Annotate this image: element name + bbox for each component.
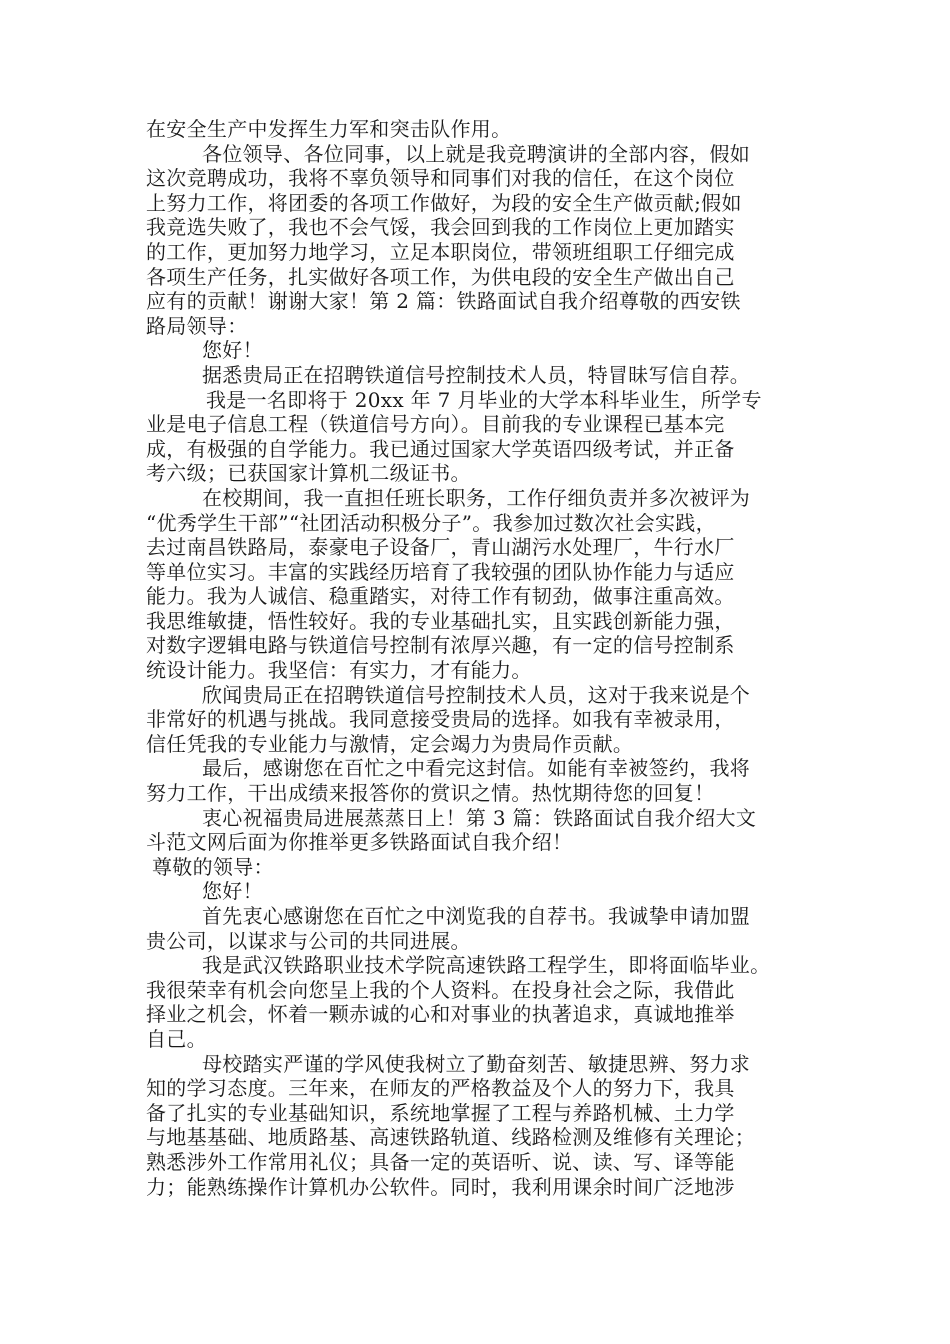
text-line: 首先衷心感谢您在百忙之中浏览我的自荐书。我诚挚申请加盟 <box>202 904 751 928</box>
text-line: 自己。 <box>146 1026 207 1051</box>
text-line: “优秀学生干部”“社团活动积极分子”。我参加过数次社会实践， <box>146 510 716 535</box>
text-line: 您好！ <box>202 879 263 904</box>
text-line: 各项生产任务，扎实做好各项工作，为供电段的安全生产做出自己 <box>146 264 735 289</box>
text-line: 熟悉涉外工作常用礼仪；具备一定的英语听、说、读、写、译等能 <box>146 1149 735 1174</box>
text-line: 信任凭我的专业能力与激情，定会竭力为贵局作贡献。 <box>146 731 634 756</box>
text-line: 我竞选失败了，我也不会气馁，我会回到我的工作岗位上更加踏实 <box>146 215 735 240</box>
text-line: 我很荣幸有机会向您呈上我的个人资料。在投身社会之际，我借此 <box>146 977 735 1002</box>
text-line: 上努力工作，将团委的各项工作做好，为段的安全生产做贡献;假如 <box>146 190 742 215</box>
document-body <box>146 117 812 1199</box>
text-line: 最后，感谢您在百忙之中看完这封信。如能有幸被签约，我将 <box>202 756 751 781</box>
text-line: 力；能熟练操作计算机办公软件。同时，我利用课余时间广泛地涉 <box>146 1174 735 1199</box>
text-line: 斗范文网后面为你推举更多铁路面试自我介绍！ <box>146 830 573 855</box>
text-line: 欣闻贵局正在招聘铁道信号控制技术人员，这对于我来说是个 <box>202 682 751 707</box>
text-line: 您好！ <box>202 338 263 363</box>
text-line: 这次竞聘成功，我将不辜负领导和同事们对我的信任，在这个岗位 <box>146 166 735 191</box>
text-line: 据悉贵局正在招聘铁道信号控制技术人员，特冒昧写信自荐。 <box>202 362 751 387</box>
text-line: 努力工作，干出成绩来报答你的赏识之情。热忱期待您的回复！ <box>146 781 715 806</box>
text-line: 成，有极强的自学能力。我已通过国家大学英语四级考试，并正备 <box>146 436 735 461</box>
text-line: 统设计能力。我坚信：有实力，才有能力。 <box>146 658 532 683</box>
text-line: 尊敬的领导： <box>152 854 274 879</box>
text-line: 业是电子信息工程（铁道信号方向）。目前我的专业课程已基本完 <box>146 412 725 437</box>
text-line: 路局领导： <box>146 313 248 338</box>
text-line: 与地基基础、地质路基、高速铁路轨道、线路检测及维修有关理论； <box>146 1125 755 1150</box>
text-line: 在校期间，我一直担任班长职务，工作仔细负责并多次被评为 <box>202 485 751 510</box>
text-line: 考六级；已获国家计算机二级证书。 <box>146 461 471 486</box>
text-line: 对数字逻辑电路与铁道信号控制有浓厚兴趣，有一定的信号控制系 <box>146 633 735 658</box>
text-line: 的工作，更加努力地学习，立足本职岗位，带领班组职工仔细完成 <box>146 239 735 264</box>
text-line: 母校踏实严谨的学风使我树立了勤奋刻苦、敏捷思辨、努力求 <box>202 1051 751 1076</box>
text-line: 能力。我为人诚信、稳重踏实，对待工作有韧劲，做事注重高效。 <box>146 584 735 609</box>
text-line: 知的学习态度。三年来，在师友的严格教益及个人的努力下，我具 <box>146 1076 735 1101</box>
text-line: 去过南昌铁路局，泰豪电子设备厂，青山湖污水处理厂，牛行水厂 <box>146 535 735 560</box>
text-line: 我是一名即将于 20xx 年 7 月毕业的大学本科毕业生，所学专 <box>206 387 762 412</box>
text-line: 非常好的机遇与挑战。我同意接受贵局的选择。如我有幸被录用， <box>146 707 735 732</box>
text-line: 衷心祝福贵局进展蒸蒸日上！第 3 篇：铁路面试自我介绍大文 <box>202 805 757 830</box>
text-line: 应有的贡献！谢谢大家！第 2 篇：铁路面试自我介绍尊敬的西安铁 <box>146 289 741 314</box>
text-line: 在安全生产中发挥生力军和突击队作用。 <box>146 117 512 141</box>
text-line: 备了扎实的专业基础知识，系统地掌握了工程与养路机械、土力学 <box>146 1100 735 1125</box>
text-line: 等单位实习。丰富的实践经历培育了我较强的团队协作能力与适应 <box>146 559 735 584</box>
text-line: 我是武汉铁路职业技术学院高速铁路工程学生，即将面临毕业。 <box>202 953 771 978</box>
text-line: 我思维敏捷，悟性较好。我的专业基础扎实，且实践创新能力强， <box>146 608 735 633</box>
text-line: 贵公司，以谋求与公司的共同进展。 <box>146 928 471 953</box>
text-line: 择业之机会，怀着一颗赤诚的心和对事业的执著追求，真诚地推举 <box>146 1002 735 1027</box>
text-line: 各位领导、各位同事，以上就是我竞聘演讲的全部内容，假如 <box>202 141 751 166</box>
